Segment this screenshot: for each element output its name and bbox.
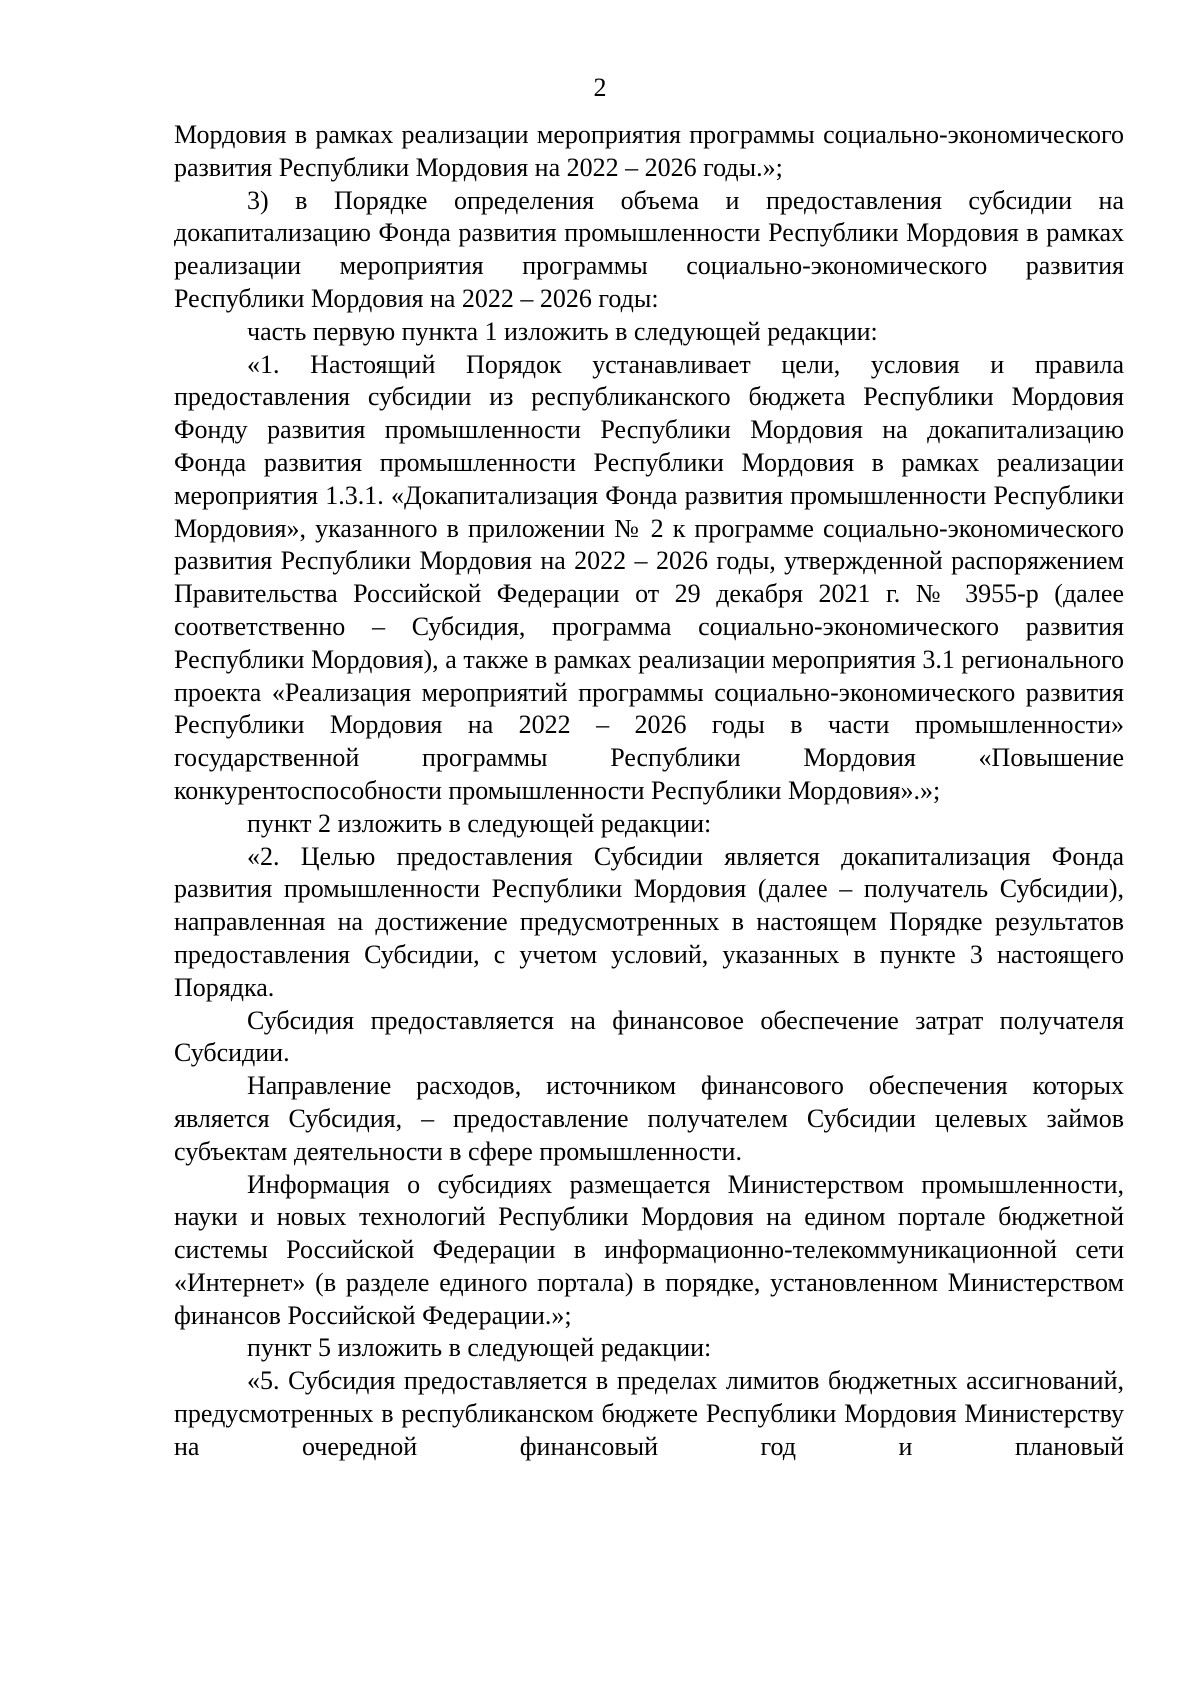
paragraph-clause-2: «2. Целью предоставления Субсидии является докапитализация Фонда развития промышленности Республики Мордовия (далее – получатель Субсидии), направленная на достижение предусмотренных в настоящем Порядке результатов предоставления Субсидии, с учетом условий, указанных в пункте 3 настоящего Порядка. [174, 841, 1124, 1002]
paragraph-instruction-part-one: часть первую пункта 1 изложить в следующей редакции: [247, 316, 878, 346]
paragraph-information: Информация о субсидиях размещается Министерством промышленности, науки и новых технологий Республики Мордовия на едином портале бюджетной системы Российской Федерации в информационно-телекоммуникационной сети «Интернет» (в разделе единого портала) в порядке, установленном Министерством финансов Российской Федерации.»; [174, 1169, 1124, 1330]
page-number: 2 [593, 73, 607, 102]
document-body [174, 119, 1124, 1464]
paragraph-instruction-point-2: пункт 2 изложить в следующей редакции: [247, 808, 712, 838]
paragraph-instruction-point-5: пункт 5 изложить в следующей редакции: [247, 1333, 712, 1363]
paragraph-clause-5: «5. Субсидия предоставляется в пределах лимитов бюджетных ассигнований, предусмотренных в республиканском бюджете Республики Мордовия Министерству на очередной финансовый год и плановый [174, 1366, 1124, 1461]
paragraph-item-3: 3) в Порядке определения объема и предоставления субсидии на докапитализацию Фонда развития промышленности Республики Мордовия в рамках реализации мероприятия программы социально-экономического развития Республики Мордовия на 2022 – 2026 годы: [174, 185, 1124, 313]
paragraph-subsidy-purpose: Субсидия предоставляется на финансовое обеспечение затрат получателя Субсидии. [174, 1005, 1124, 1068]
paragraph-clause-1: «1. Настоящий Порядок устанавливает цели, условия и правила предоставления субсидии из республиканского бюджета Республики Мордовия Фонду развития промышленности Республики Мордовия на докапитализацию Фонда развития промышленности Республики Мордовия в рамках реализации мероприятия 1.3.1. «Докапитализация Фонда развития промышленности Республики Мордовия», указанного в приложении № 2 к программе социально-экономического развития Республики Мордовия на 2022 – 2026 годы, утвержденной распоряжением Правительства Российской Федерации от 29 декабря 2021 г. № 3955-р (далее соответственно – Субсидия, программа социально-экономического развития Республики Мордовия), а также в рамках реализации мероприятия 3.1 регионального проекта «Реализация мероприятий программы социально-экономического развития Республики Мордовия на 2022 – 2026 годы в части промышленности» государственной программы Республики Мордовия «Повышение конкурентоспособности промышленности Республики Мордовия».»; [174, 349, 1124, 805]
paragraph-expense-direction: Направление расходов, источником финансового обеспечения которых является Субсидия, – предоставление получателем Субсидии целевых займов субъектам деятельности в сфере промышленности. [174, 1071, 1124, 1166]
paragraph-continuation: Мордовия в рамках реализации мероприятия программы социально-экономического развития Республики Мордовия на 2022 – 2026 годы.»; [174, 120, 1124, 182]
